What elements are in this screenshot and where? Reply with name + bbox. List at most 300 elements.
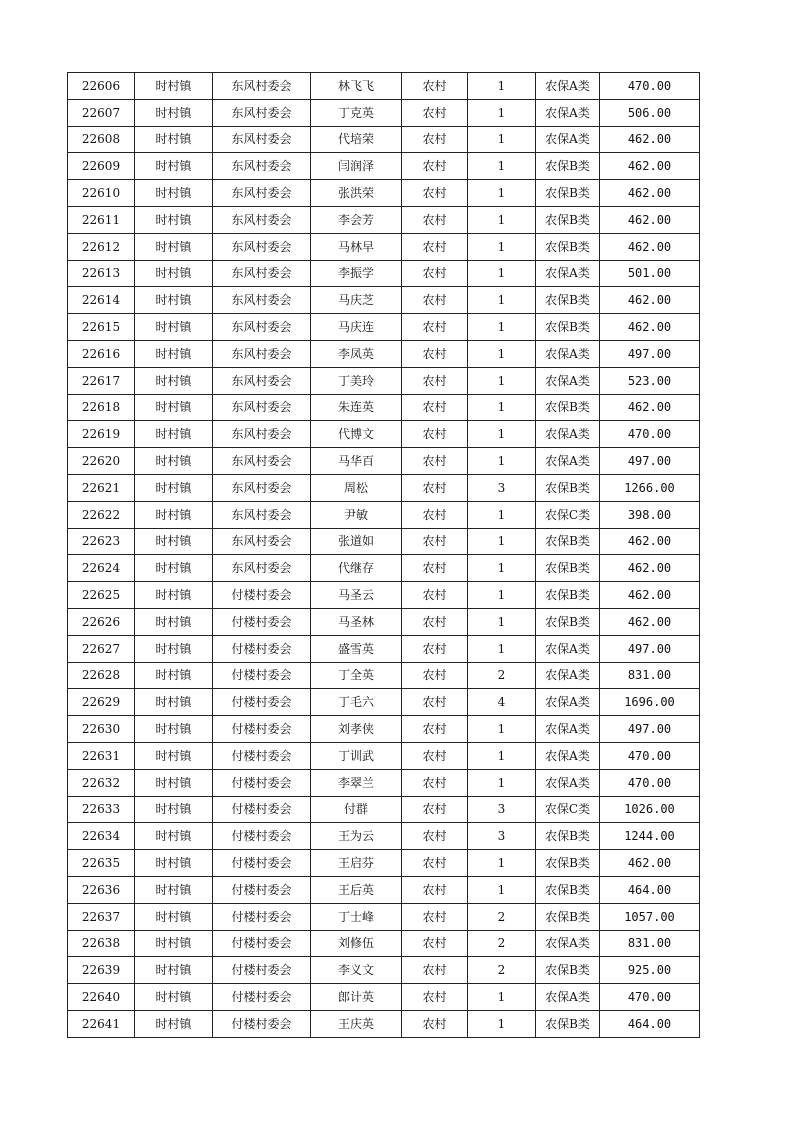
amount-cell: 470.00 — [600, 421, 700, 448]
household-size-cell: 1 — [468, 635, 536, 662]
insurance-category-cell: 农保B类 — [536, 528, 600, 555]
village-committee-cell: 东风村委会 — [213, 501, 311, 528]
person-name-cell: 马庆芝 — [311, 287, 402, 314]
residence-type-cell: 农村 — [402, 206, 468, 233]
serial-number-cell: 22623 — [68, 528, 135, 555]
person-name-cell: 李凤英 — [311, 340, 402, 367]
amount-cell: 462.00 — [600, 314, 700, 341]
village-committee-cell: 东风村委会 — [213, 555, 311, 582]
town-cell: 时村镇 — [135, 957, 213, 984]
village-committee-cell: 付楼村委会 — [213, 850, 311, 877]
table-row — [68, 528, 700, 555]
village-committee-cell: 东风村委会 — [213, 99, 311, 126]
amount-cell: 925.00 — [600, 957, 700, 984]
household-size-cell: 1 — [468, 394, 536, 421]
residence-type-cell: 农村 — [402, 689, 468, 716]
residence-type-cell: 农村 — [402, 876, 468, 903]
residence-type-cell: 农村 — [402, 903, 468, 930]
residence-type-cell: 农村 — [402, 367, 468, 394]
person-name-cell: 盛雪英 — [311, 635, 402, 662]
insurance-category-cell: 农保A类 — [536, 126, 600, 153]
household-size-cell: 2 — [468, 662, 536, 689]
person-name-cell: 尹敏 — [311, 501, 402, 528]
residence-type-cell: 农村 — [402, 73, 468, 100]
town-cell: 时村镇 — [135, 287, 213, 314]
table-row — [68, 662, 700, 689]
insurance-category-cell: 农保B类 — [536, 903, 600, 930]
village-committee-cell: 付楼村委会 — [213, 903, 311, 930]
insurance-category-cell: 农保B类 — [536, 582, 600, 609]
amount-cell: 462.00 — [600, 555, 700, 582]
amount-cell: 462.00 — [600, 206, 700, 233]
serial-number-cell: 22606 — [68, 73, 135, 100]
residence-type-cell: 农村 — [402, 957, 468, 984]
town-cell: 时村镇 — [135, 99, 213, 126]
amount-cell: 831.00 — [600, 662, 700, 689]
serial-number-cell: 22627 — [68, 635, 135, 662]
table-row — [68, 716, 700, 743]
town-cell: 时村镇 — [135, 555, 213, 582]
amount-cell: 470.00 — [600, 742, 700, 769]
village-committee-cell: 付楼村委会 — [213, 742, 311, 769]
household-size-cell: 1 — [468, 608, 536, 635]
town-cell: 时村镇 — [135, 421, 213, 448]
serial-number-cell: 22613 — [68, 260, 135, 287]
residence-type-cell: 农村 — [402, 448, 468, 475]
amount-cell: 462.00 — [600, 153, 700, 180]
amount-cell: 462.00 — [600, 394, 700, 421]
insurance-category-cell: 农保A类 — [536, 99, 600, 126]
amount-cell: 831.00 — [600, 930, 700, 957]
residence-type-cell: 农村 — [402, 850, 468, 877]
serial-number-cell: 22622 — [68, 501, 135, 528]
insurance-category-cell: 农保A类 — [536, 984, 600, 1011]
residence-type-cell: 农村 — [402, 1010, 468, 1037]
household-size-cell: 1 — [468, 233, 536, 260]
insurance-category-cell: 农保A类 — [536, 260, 600, 287]
village-committee-cell: 东风村委会 — [213, 474, 311, 501]
household-size-cell: 1 — [468, 850, 536, 877]
household-size-cell: 1 — [468, 421, 536, 448]
town-cell: 时村镇 — [135, 930, 213, 957]
serial-number-cell: 22608 — [68, 126, 135, 153]
household-size-cell: 1 — [468, 126, 536, 153]
town-cell: 时村镇 — [135, 582, 213, 609]
insurance-category-cell: 农保B类 — [536, 233, 600, 260]
insurance-category-cell: 农保A类 — [536, 742, 600, 769]
serial-number-cell: 22635 — [68, 850, 135, 877]
insurance-category-cell: 农保A类 — [536, 340, 600, 367]
household-size-cell: 1 — [468, 716, 536, 743]
serial-number-cell: 22638 — [68, 930, 135, 957]
household-size-cell: 1 — [468, 73, 536, 100]
village-committee-cell: 付楼村委会 — [213, 689, 311, 716]
town-cell: 时村镇 — [135, 233, 213, 260]
residence-type-cell: 农村 — [402, 126, 468, 153]
person-name-cell: 付群 — [311, 796, 402, 823]
table-row — [68, 99, 700, 126]
household-size-cell: 1 — [468, 448, 536, 475]
amount-cell: 506.00 — [600, 99, 700, 126]
serial-number-cell: 22633 — [68, 796, 135, 823]
household-size-cell: 2 — [468, 930, 536, 957]
village-committee-cell: 付楼村委会 — [213, 608, 311, 635]
amount-cell: 1266.00 — [600, 474, 700, 501]
serial-number-cell: 22639 — [68, 957, 135, 984]
serial-number-cell: 22615 — [68, 314, 135, 341]
town-cell: 时村镇 — [135, 153, 213, 180]
household-size-cell: 1 — [468, 314, 536, 341]
insurance-category-cell: 农保B类 — [536, 823, 600, 850]
insurance-category-cell: 农保B类 — [536, 876, 600, 903]
insurance-category-cell: 农保A类 — [536, 448, 600, 475]
household-size-cell: 1 — [468, 555, 536, 582]
residence-type-cell: 农村 — [402, 260, 468, 287]
town-cell: 时村镇 — [135, 716, 213, 743]
serial-number-cell: 22610 — [68, 180, 135, 207]
insurance-category-cell: 农保B类 — [536, 394, 600, 421]
insurance-category-cell: 农保B类 — [536, 555, 600, 582]
amount-cell: 470.00 — [600, 769, 700, 796]
village-committee-cell: 东风村委会 — [213, 394, 311, 421]
household-size-cell: 1 — [468, 153, 536, 180]
insurance-category-cell: 农保A类 — [536, 662, 600, 689]
amount-cell: 462.00 — [600, 233, 700, 260]
amount-cell: 462.00 — [600, 850, 700, 877]
village-committee-cell: 东风村委会 — [213, 180, 311, 207]
residence-type-cell: 农村 — [402, 555, 468, 582]
residence-type-cell: 农村 — [402, 180, 468, 207]
table-row — [68, 903, 700, 930]
town-cell: 时村镇 — [135, 635, 213, 662]
roster-body — [68, 73, 700, 1038]
person-name-cell: 马圣林 — [311, 608, 402, 635]
town-cell: 时村镇 — [135, 126, 213, 153]
table-row — [68, 233, 700, 260]
insurance-category-cell: 农保B类 — [536, 287, 600, 314]
household-size-cell: 3 — [468, 474, 536, 501]
village-committee-cell: 付楼村委会 — [213, 635, 311, 662]
person-name-cell: 刘孝侠 — [311, 716, 402, 743]
table-row — [68, 635, 700, 662]
person-name-cell: 朱连英 — [311, 394, 402, 421]
household-size-cell: 1 — [468, 876, 536, 903]
village-committee-cell: 东风村委会 — [213, 367, 311, 394]
town-cell: 时村镇 — [135, 823, 213, 850]
amount-cell: 470.00 — [600, 73, 700, 100]
household-size-cell: 1 — [468, 984, 536, 1011]
insurance-category-cell: 农保B类 — [536, 180, 600, 207]
amount-cell: 497.00 — [600, 448, 700, 475]
village-committee-cell: 付楼村委会 — [213, 796, 311, 823]
insurance-category-cell: 农保B类 — [536, 1010, 600, 1037]
insurance-category-cell: 农保A类 — [536, 930, 600, 957]
household-size-cell: 1 — [468, 582, 536, 609]
town-cell: 时村镇 — [135, 73, 213, 100]
village-committee-cell: 付楼村委会 — [213, 984, 311, 1011]
person-name-cell: 郎计英 — [311, 984, 402, 1011]
residence-type-cell: 农村 — [402, 823, 468, 850]
serial-number-cell: 22612 — [68, 233, 135, 260]
household-size-cell: 1 — [468, 99, 536, 126]
serial-number-cell: 22640 — [68, 984, 135, 1011]
amount-cell: 523.00 — [600, 367, 700, 394]
person-name-cell: 王后英 — [311, 876, 402, 903]
person-name-cell: 丁美玲 — [311, 367, 402, 394]
table-row — [68, 474, 700, 501]
village-committee-cell: 东风村委会 — [213, 260, 311, 287]
residence-type-cell: 农村 — [402, 984, 468, 1011]
person-name-cell: 王为云 — [311, 823, 402, 850]
person-name-cell: 丁士峰 — [311, 903, 402, 930]
table-row — [68, 73, 700, 100]
table-row — [68, 957, 700, 984]
person-name-cell: 马庆连 — [311, 314, 402, 341]
household-size-cell: 1 — [468, 180, 536, 207]
insurance-category-cell: 农保B类 — [536, 206, 600, 233]
residence-type-cell: 农村 — [402, 742, 468, 769]
town-cell: 时村镇 — [135, 340, 213, 367]
amount-cell: 497.00 — [600, 635, 700, 662]
town-cell: 时村镇 — [135, 528, 213, 555]
village-committee-cell: 付楼村委会 — [213, 876, 311, 903]
town-cell: 时村镇 — [135, 903, 213, 930]
insurance-category-cell: 农保B类 — [536, 153, 600, 180]
town-cell: 时村镇 — [135, 180, 213, 207]
serial-number-cell: 22621 — [68, 474, 135, 501]
household-size-cell: 1 — [468, 1010, 536, 1037]
amount-cell: 1244.00 — [600, 823, 700, 850]
residence-type-cell: 农村 — [402, 421, 468, 448]
household-size-cell: 1 — [468, 340, 536, 367]
residence-type-cell: 农村 — [402, 582, 468, 609]
town-cell: 时村镇 — [135, 448, 213, 475]
table-row — [68, 582, 700, 609]
table-row — [68, 850, 700, 877]
household-size-cell: 3 — [468, 823, 536, 850]
amount-cell: 1026.00 — [600, 796, 700, 823]
amount-cell: 464.00 — [600, 1010, 700, 1037]
village-committee-cell: 付楼村委会 — [213, 1010, 311, 1037]
table-row — [68, 180, 700, 207]
residence-type-cell: 农村 — [402, 528, 468, 555]
residence-type-cell: 农村 — [402, 608, 468, 635]
village-committee-cell: 付楼村委会 — [213, 957, 311, 984]
serial-number-cell: 22618 — [68, 394, 135, 421]
table-row — [68, 126, 700, 153]
person-name-cell: 刘修伍 — [311, 930, 402, 957]
amount-cell: 464.00 — [600, 876, 700, 903]
serial-number-cell: 22624 — [68, 555, 135, 582]
residence-type-cell: 农村 — [402, 153, 468, 180]
town-cell: 时村镇 — [135, 662, 213, 689]
insurance-category-cell: 农保B类 — [536, 474, 600, 501]
village-committee-cell: 东风村委会 — [213, 528, 311, 555]
residence-type-cell: 农村 — [402, 314, 468, 341]
serial-number-cell: 22609 — [68, 153, 135, 180]
person-name-cell: 李振学 — [311, 260, 402, 287]
amount-cell: 1696.00 — [600, 689, 700, 716]
residence-type-cell: 农村 — [402, 716, 468, 743]
serial-number-cell: 22631 — [68, 742, 135, 769]
town-cell: 时村镇 — [135, 367, 213, 394]
village-committee-cell: 东风村委会 — [213, 340, 311, 367]
insurance-category-cell: 农保A类 — [536, 421, 600, 448]
residence-type-cell: 农村 — [402, 287, 468, 314]
amount-cell: 501.00 — [600, 260, 700, 287]
village-committee-cell: 东风村委会 — [213, 206, 311, 233]
person-name-cell: 丁毛六 — [311, 689, 402, 716]
village-committee-cell: 付楼村委会 — [213, 930, 311, 957]
town-cell: 时村镇 — [135, 206, 213, 233]
household-size-cell: 1 — [468, 287, 536, 314]
town-cell: 时村镇 — [135, 742, 213, 769]
village-committee-cell: 东风村委会 — [213, 287, 311, 314]
insurance-category-cell: 农保C类 — [536, 796, 600, 823]
table-row — [68, 1010, 700, 1037]
insurance-category-cell: 农保A类 — [536, 689, 600, 716]
insurance-category-cell: 农保A类 — [536, 367, 600, 394]
table-row — [68, 367, 700, 394]
serial-number-cell: 22617 — [68, 367, 135, 394]
person-name-cell: 马华百 — [311, 448, 402, 475]
household-size-cell: 2 — [468, 957, 536, 984]
insurance-category-cell: 农保C类 — [536, 501, 600, 528]
residence-type-cell: 农村 — [402, 233, 468, 260]
town-cell: 时村镇 — [135, 769, 213, 796]
serial-number-cell: 22636 — [68, 876, 135, 903]
household-size-cell: 1 — [468, 769, 536, 796]
town-cell: 时村镇 — [135, 689, 213, 716]
town-cell: 时村镇 — [135, 876, 213, 903]
person-name-cell: 周松 — [311, 474, 402, 501]
village-committee-cell: 东风村委会 — [213, 126, 311, 153]
serial-number-cell: 22628 — [68, 662, 135, 689]
person-name-cell: 代博文 — [311, 421, 402, 448]
table-row — [68, 206, 700, 233]
table-row — [68, 608, 700, 635]
serial-number-cell: 22626 — [68, 608, 135, 635]
amount-cell: 497.00 — [600, 716, 700, 743]
town-cell: 时村镇 — [135, 850, 213, 877]
household-size-cell: 2 — [468, 903, 536, 930]
table-row — [68, 689, 700, 716]
village-committee-cell: 付楼村委会 — [213, 716, 311, 743]
village-committee-cell: 东风村委会 — [213, 421, 311, 448]
serial-number-cell: 22619 — [68, 421, 135, 448]
insurance-category-cell: 农保B类 — [536, 850, 600, 877]
village-committee-cell: 东风村委会 — [213, 448, 311, 475]
village-committee-cell: 付楼村委会 — [213, 662, 311, 689]
person-name-cell: 王庆英 — [311, 1010, 402, 1037]
table-row — [68, 421, 700, 448]
table-row — [68, 287, 700, 314]
table-row — [68, 153, 700, 180]
insurance-category-cell: 农保A类 — [536, 716, 600, 743]
village-committee-cell: 东风村委会 — [213, 233, 311, 260]
person-name-cell: 马圣云 — [311, 582, 402, 609]
residence-type-cell: 农村 — [402, 930, 468, 957]
residence-type-cell: 农村 — [402, 340, 468, 367]
serial-number-cell: 22625 — [68, 582, 135, 609]
household-size-cell: 1 — [468, 260, 536, 287]
amount-cell: 462.00 — [600, 180, 700, 207]
table-row — [68, 823, 700, 850]
village-committee-cell: 东风村委会 — [213, 73, 311, 100]
serial-number-cell: 22611 — [68, 206, 135, 233]
person-name-cell: 代继存 — [311, 555, 402, 582]
village-committee-cell: 付楼村委会 — [213, 582, 311, 609]
serial-number-cell: 22607 — [68, 99, 135, 126]
residence-type-cell: 农村 — [402, 635, 468, 662]
amount-cell: 462.00 — [600, 608, 700, 635]
household-size-cell: 1 — [468, 367, 536, 394]
person-name-cell: 张洪荣 — [311, 180, 402, 207]
amount-cell: 462.00 — [600, 582, 700, 609]
town-cell: 时村镇 — [135, 608, 213, 635]
amount-cell: 398.00 — [600, 501, 700, 528]
residence-type-cell: 农村 — [402, 796, 468, 823]
person-name-cell: 丁全英 — [311, 662, 402, 689]
household-size-cell: 1 — [468, 742, 536, 769]
insurance-category-cell: 农保A类 — [536, 73, 600, 100]
person-name-cell: 王启芬 — [311, 850, 402, 877]
table-row — [68, 930, 700, 957]
serial-number-cell: 22616 — [68, 340, 135, 367]
household-size-cell: 1 — [468, 206, 536, 233]
village-committee-cell: 付楼村委会 — [213, 769, 311, 796]
residence-type-cell: 农村 — [402, 769, 468, 796]
village-committee-cell: 付楼村委会 — [213, 823, 311, 850]
household-size-cell: 1 — [468, 528, 536, 555]
serial-number-cell: 22634 — [68, 823, 135, 850]
amount-cell: 1057.00 — [600, 903, 700, 930]
town-cell: 时村镇 — [135, 1010, 213, 1037]
table-row — [68, 876, 700, 903]
table-row — [68, 742, 700, 769]
table-row — [68, 555, 700, 582]
household-size-cell: 4 — [468, 689, 536, 716]
town-cell: 时村镇 — [135, 260, 213, 287]
insurance-category-cell: 农保B类 — [536, 608, 600, 635]
town-cell: 时村镇 — [135, 474, 213, 501]
table-row — [68, 314, 700, 341]
insurance-category-cell: 农保B类 — [536, 957, 600, 984]
person-name-cell: 马林早 — [311, 233, 402, 260]
village-committee-cell: 东风村委会 — [213, 314, 311, 341]
table-row — [68, 984, 700, 1011]
table-row — [68, 260, 700, 287]
table-row — [68, 340, 700, 367]
amount-cell: 462.00 — [600, 126, 700, 153]
serial-number-cell: 22637 — [68, 903, 135, 930]
village-committee-cell: 东风村委会 — [213, 153, 311, 180]
person-name-cell: 丁克英 — [311, 99, 402, 126]
serial-number-cell: 22629 — [68, 689, 135, 716]
residence-type-cell: 农村 — [402, 394, 468, 421]
residence-type-cell: 农村 — [402, 99, 468, 126]
table-row — [68, 769, 700, 796]
amount-cell: 470.00 — [600, 984, 700, 1011]
table-row — [68, 796, 700, 823]
person-name-cell: 张道如 — [311, 528, 402, 555]
person-name-cell: 闫润泽 — [311, 153, 402, 180]
serial-number-cell: 22614 — [68, 287, 135, 314]
town-cell: 时村镇 — [135, 984, 213, 1011]
table-row — [68, 394, 700, 421]
amount-cell: 462.00 — [600, 287, 700, 314]
household-size-cell: 3 — [468, 796, 536, 823]
